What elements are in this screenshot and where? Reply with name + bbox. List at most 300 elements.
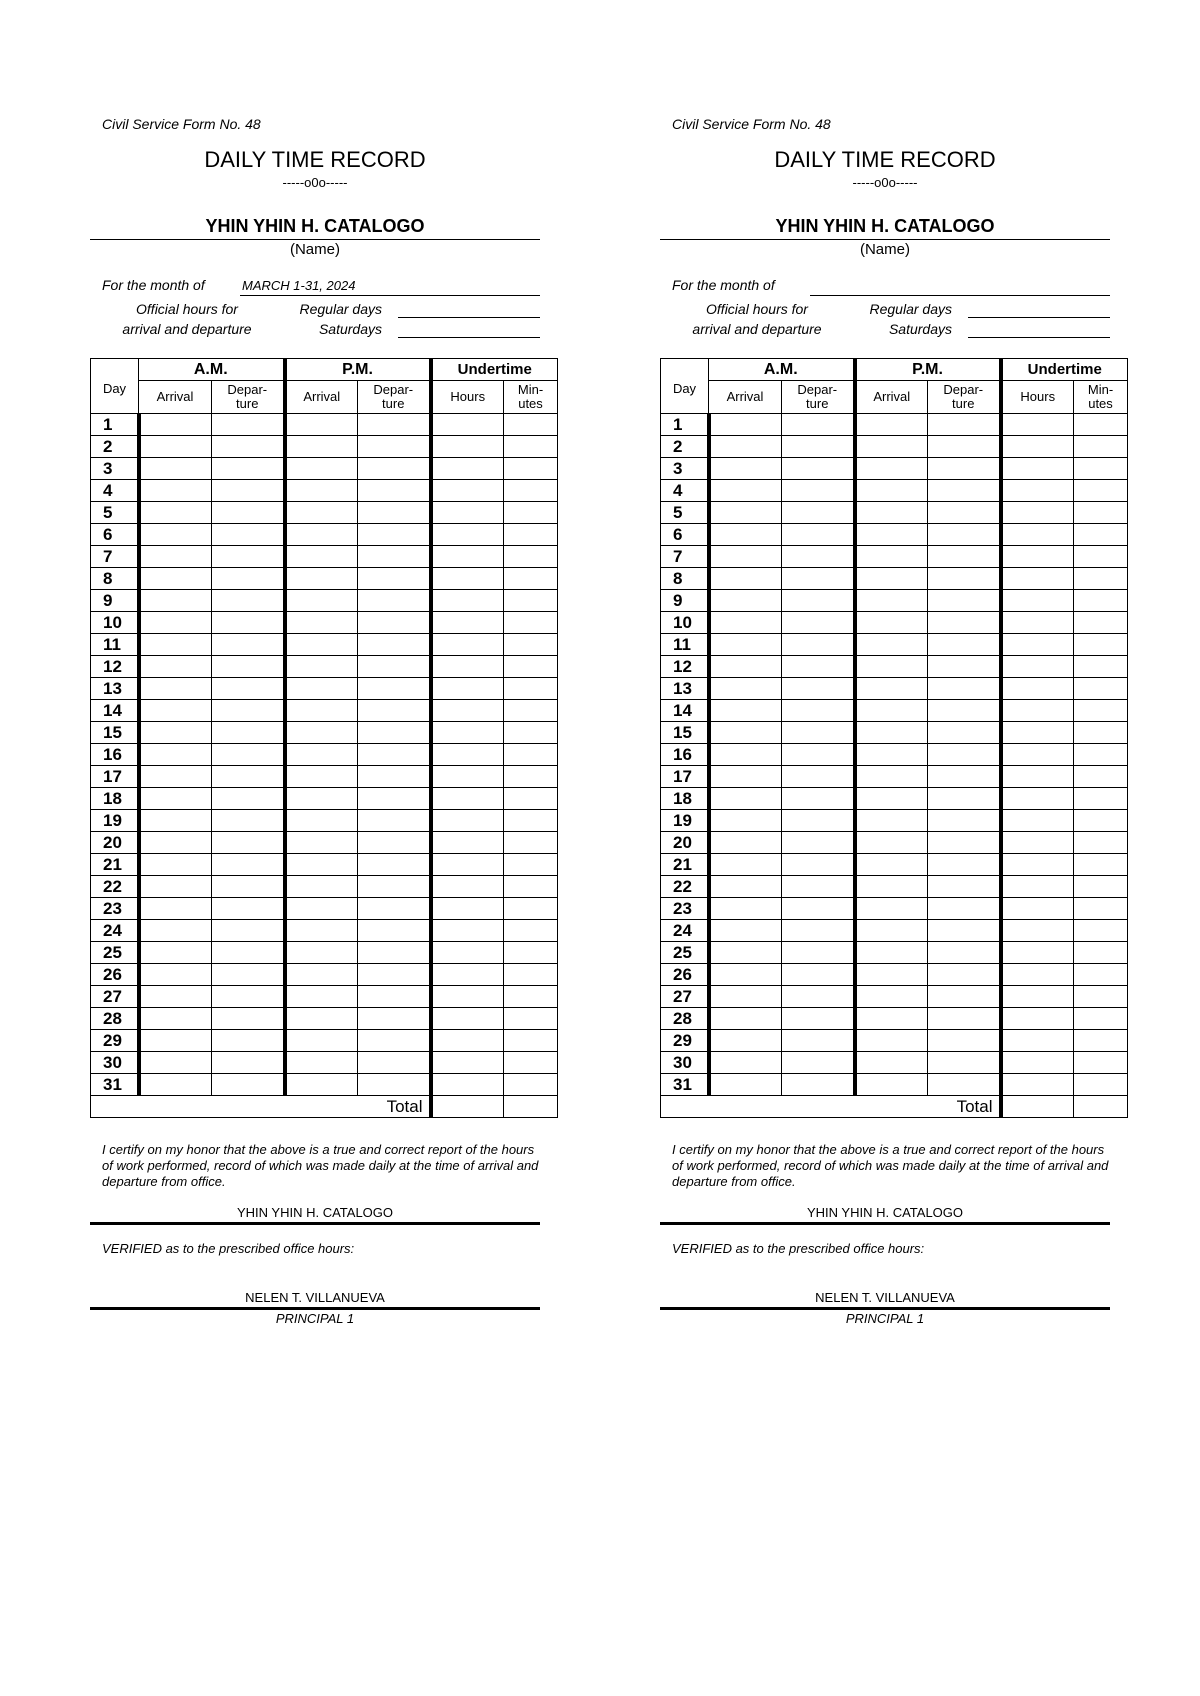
undertime-minutes-cell[interactable] [1074,414,1128,436]
undertime-hours-cell[interactable] [1001,700,1074,722]
pm-arrival-cell[interactable] [285,590,358,612]
undertime-hours-cell[interactable] [431,810,504,832]
pm-arrival-cell[interactable] [285,920,358,942]
undertime-minutes-cell[interactable] [1074,1052,1128,1074]
am-arrival-cell[interactable] [139,436,212,458]
undertime-hours-cell[interactable] [1001,920,1074,942]
pm-departure-cell[interactable] [928,1030,1001,1052]
pm-arrival-cell[interactable] [285,722,358,744]
undertime-hours-cell[interactable] [1001,502,1074,524]
am-departure-cell[interactable] [212,766,285,788]
undertime-hours-cell[interactable] [1001,788,1074,810]
pm-arrival-cell[interactable] [855,546,928,568]
undertime-minutes-cell[interactable] [504,986,558,1008]
am-arrival-cell[interactable] [709,1030,782,1052]
pm-departure-cell[interactable] [928,744,1001,766]
undertime-minutes-cell[interactable] [1074,964,1128,986]
undertime-minutes-cell[interactable] [504,810,558,832]
undertime-hours-cell[interactable] [1001,678,1074,700]
am-departure-cell[interactable] [782,502,855,524]
undertime-hours-cell[interactable] [1001,964,1074,986]
pm-departure-cell[interactable] [358,964,431,986]
am-departure-cell[interactable] [212,1074,285,1096]
am-departure-cell[interactable] [212,1052,285,1074]
pm-departure-cell[interactable] [928,942,1001,964]
undertime-hours-cell[interactable] [431,964,504,986]
pm-departure-cell[interactable] [928,898,1001,920]
undertime-minutes-cell[interactable] [1074,920,1128,942]
pm-arrival-cell[interactable] [855,920,928,942]
undertime-hours-cell[interactable] [431,502,504,524]
am-arrival-cell[interactable] [709,832,782,854]
undertime-minutes-cell[interactable] [1074,1008,1128,1030]
undertime-hours-cell[interactable] [431,942,504,964]
undertime-hours-cell[interactable] [1001,524,1074,546]
am-arrival-cell[interactable] [709,568,782,590]
am-departure-cell[interactable] [212,678,285,700]
am-departure-cell[interactable] [782,920,855,942]
undertime-minutes-cell[interactable] [504,832,558,854]
undertime-minutes-cell[interactable] [504,414,558,436]
undertime-hours-cell[interactable] [431,744,504,766]
pm-arrival-cell[interactable] [855,722,928,744]
am-arrival-cell[interactable] [139,1052,212,1074]
undertime-minutes-cell[interactable] [504,744,558,766]
undertime-minutes-cell[interactable] [1074,524,1128,546]
undertime-minutes-cell[interactable] [1074,436,1128,458]
pm-arrival-cell[interactable] [285,854,358,876]
undertime-minutes-cell[interactable] [504,920,558,942]
am-departure-cell[interactable] [782,722,855,744]
pm-arrival-cell[interactable] [285,612,358,634]
pm-arrival-cell[interactable] [285,1052,358,1074]
pm-arrival-cell[interactable] [285,1030,358,1052]
undertime-minutes-cell[interactable] [504,502,558,524]
am-arrival-cell[interactable] [709,656,782,678]
pm-departure-cell[interactable] [928,920,1001,942]
undertime-minutes-cell[interactable] [1074,744,1128,766]
am-departure-cell[interactable] [782,1030,855,1052]
undertime-hours-cell[interactable] [431,920,504,942]
am-departure-cell[interactable] [782,832,855,854]
undertime-hours-cell[interactable] [431,766,504,788]
pm-arrival-cell[interactable] [855,414,928,436]
am-arrival-cell[interactable] [709,766,782,788]
am-arrival-cell[interactable] [709,964,782,986]
undertime-hours-cell[interactable] [431,524,504,546]
undertime-hours-cell[interactable] [1001,436,1074,458]
undertime-minutes-cell[interactable] [504,1052,558,1074]
undertime-minutes-cell[interactable] [1074,700,1128,722]
pm-departure-cell[interactable] [358,854,431,876]
undertime-hours-cell[interactable] [431,546,504,568]
pm-arrival-cell[interactable] [855,832,928,854]
pm-departure-cell[interactable] [928,964,1001,986]
am-arrival-cell[interactable] [139,1008,212,1030]
am-departure-cell[interactable] [782,678,855,700]
am-arrival-cell[interactable] [709,920,782,942]
pm-arrival-cell[interactable] [285,1074,358,1096]
undertime-hours-cell[interactable] [1001,1052,1074,1074]
am-departure-cell[interactable] [782,1052,855,1074]
am-departure-cell[interactable] [782,568,855,590]
am-departure-cell[interactable] [782,612,855,634]
am-departure-cell[interactable] [212,700,285,722]
undertime-minutes-cell[interactable] [1074,854,1128,876]
am-arrival-cell[interactable] [139,810,212,832]
pm-departure-cell[interactable] [928,1008,1001,1030]
pm-departure-cell[interactable] [928,986,1001,1008]
pm-arrival-cell[interactable] [855,612,928,634]
undertime-minutes-cell[interactable] [504,876,558,898]
undertime-hours-cell[interactable] [1001,634,1074,656]
undertime-minutes-cell[interactable] [504,722,558,744]
pm-departure-cell[interactable] [358,480,431,502]
pm-arrival-cell[interactable] [855,634,928,656]
undertime-hours-cell[interactable] [1001,546,1074,568]
pm-arrival-cell[interactable] [855,656,928,678]
am-arrival-cell[interactable] [139,986,212,1008]
pm-departure-cell[interactable] [928,876,1001,898]
am-arrival-cell[interactable] [709,612,782,634]
am-arrival-cell[interactable] [709,524,782,546]
am-departure-cell[interactable] [212,832,285,854]
saturdays-field[interactable] [398,337,540,338]
pm-arrival-cell[interactable] [285,964,358,986]
undertime-hours-cell[interactable] [431,1052,504,1074]
pm-arrival-cell[interactable] [855,1008,928,1030]
am-arrival-cell[interactable] [139,458,212,480]
pm-departure-cell[interactable] [358,414,431,436]
pm-arrival-cell[interactable] [855,480,928,502]
total-hours-cell[interactable] [431,1096,504,1118]
pm-departure-cell[interactable] [358,744,431,766]
pm-departure-cell[interactable] [358,1030,431,1052]
pm-departure-cell[interactable] [928,568,1001,590]
undertime-hours-cell[interactable] [1001,458,1074,480]
undertime-minutes-cell[interactable] [504,480,558,502]
pm-departure-cell[interactable] [928,436,1001,458]
undertime-hours-cell[interactable] [431,876,504,898]
am-arrival-cell[interactable] [139,744,212,766]
undertime-minutes-cell[interactable] [1074,722,1128,744]
pm-arrival-cell[interactable] [855,1030,928,1052]
pm-departure-cell[interactable] [358,876,431,898]
pm-arrival-cell[interactable] [855,1052,928,1074]
pm-departure-cell[interactable] [358,766,431,788]
undertime-minutes-cell[interactable] [504,788,558,810]
pm-arrival-cell[interactable] [285,942,358,964]
am-departure-cell[interactable] [212,964,285,986]
pm-arrival-cell[interactable] [285,898,358,920]
undertime-minutes-cell[interactable] [1074,458,1128,480]
undertime-minutes-cell[interactable] [1074,656,1128,678]
undertime-hours-cell[interactable] [1001,854,1074,876]
am-arrival-cell[interactable] [139,524,212,546]
undertime-minutes-cell[interactable] [1074,876,1128,898]
pm-departure-cell[interactable] [358,942,431,964]
pm-arrival-cell[interactable] [855,766,928,788]
pm-departure-cell[interactable] [358,722,431,744]
pm-arrival-cell[interactable] [285,700,358,722]
pm-arrival-cell[interactable] [855,986,928,1008]
am-departure-cell[interactable] [212,1030,285,1052]
am-arrival-cell[interactable] [709,634,782,656]
saturdays-field[interactable] [968,337,1110,338]
undertime-minutes-cell[interactable] [504,854,558,876]
am-arrival-cell[interactable] [139,414,212,436]
pm-arrival-cell[interactable] [855,524,928,546]
am-arrival-cell[interactable] [139,634,212,656]
pm-departure-cell[interactable] [928,766,1001,788]
pm-arrival-cell[interactable] [285,524,358,546]
pm-departure-cell[interactable] [928,678,1001,700]
undertime-hours-cell[interactable] [1001,480,1074,502]
am-arrival-cell[interactable] [139,546,212,568]
am-departure-cell[interactable] [212,920,285,942]
undertime-hours-cell[interactable] [431,634,504,656]
pm-departure-cell[interactable] [358,436,431,458]
pm-departure-cell[interactable] [928,1052,1001,1074]
pm-arrival-cell[interactable] [855,1074,928,1096]
pm-departure-cell[interactable] [928,480,1001,502]
pm-arrival-cell[interactable] [855,700,928,722]
am-arrival-cell[interactable] [139,964,212,986]
pm-arrival-cell[interactable] [285,546,358,568]
am-departure-cell[interactable] [782,1074,855,1096]
undertime-minutes-cell[interactable] [1074,832,1128,854]
pm-departure-cell[interactable] [358,986,431,1008]
undertime-minutes-cell[interactable] [504,590,558,612]
pm-departure-cell[interactable] [358,656,431,678]
undertime-hours-cell[interactable] [431,436,504,458]
am-arrival-cell[interactable] [139,832,212,854]
am-arrival-cell[interactable] [709,678,782,700]
pm-arrival-cell[interactable] [855,590,928,612]
am-arrival-cell[interactable] [139,700,212,722]
pm-arrival-cell[interactable] [855,854,928,876]
am-arrival-cell[interactable] [709,942,782,964]
pm-arrival-cell[interactable] [855,876,928,898]
am-arrival-cell[interactable] [709,810,782,832]
undertime-minutes-cell[interactable] [1074,788,1128,810]
undertime-hours-cell[interactable] [1001,1008,1074,1030]
pm-departure-cell[interactable] [358,1052,431,1074]
am-arrival-cell[interactable] [709,898,782,920]
pm-arrival-cell[interactable] [855,810,928,832]
pm-departure-cell[interactable] [358,810,431,832]
undertime-minutes-cell[interactable] [1074,898,1128,920]
pm-departure-cell[interactable] [928,612,1001,634]
regular-days-field[interactable] [968,317,1110,318]
undertime-minutes-cell[interactable] [1074,568,1128,590]
pm-arrival-cell[interactable] [855,458,928,480]
undertime-hours-cell[interactable] [431,458,504,480]
pm-arrival-cell[interactable] [285,656,358,678]
undertime-minutes-cell[interactable] [504,612,558,634]
am-arrival-cell[interactable] [709,876,782,898]
undertime-hours-cell[interactable] [431,480,504,502]
undertime-hours-cell[interactable] [431,788,504,810]
pm-departure-cell[interactable] [928,1074,1001,1096]
am-departure-cell[interactable] [782,986,855,1008]
pm-arrival-cell[interactable] [285,766,358,788]
undertime-hours-cell[interactable] [1001,1030,1074,1052]
undertime-minutes-cell[interactable] [1074,766,1128,788]
am-departure-cell[interactable] [782,942,855,964]
am-departure-cell[interactable] [212,436,285,458]
am-departure-cell[interactable] [782,546,855,568]
am-departure-cell[interactable] [212,986,285,1008]
undertime-minutes-cell[interactable] [1074,986,1128,1008]
pm-arrival-cell[interactable] [855,502,928,524]
am-arrival-cell[interactable] [709,458,782,480]
undertime-hours-cell[interactable] [431,568,504,590]
am-departure-cell[interactable] [782,766,855,788]
pm-departure-cell[interactable] [358,568,431,590]
pm-departure-cell[interactable] [928,634,1001,656]
am-arrival-cell[interactable] [139,1030,212,1052]
pm-arrival-cell[interactable] [855,744,928,766]
undertime-minutes-cell[interactable] [504,942,558,964]
undertime-minutes-cell[interactable] [504,568,558,590]
pm-departure-cell[interactable] [358,1074,431,1096]
am-arrival-cell[interactable] [139,722,212,744]
am-departure-cell[interactable] [782,436,855,458]
am-departure-cell[interactable] [782,876,855,898]
undertime-minutes-cell[interactable] [1074,546,1128,568]
am-arrival-cell[interactable] [709,788,782,810]
undertime-hours-cell[interactable] [1001,942,1074,964]
undertime-hours-cell[interactable] [1001,590,1074,612]
total-hours-cell[interactable] [1001,1096,1074,1118]
undertime-hours-cell[interactable] [431,1008,504,1030]
am-departure-cell[interactable] [782,458,855,480]
am-departure-cell[interactable] [212,502,285,524]
am-arrival-cell[interactable] [139,876,212,898]
pm-departure-cell[interactable] [928,832,1001,854]
undertime-hours-cell[interactable] [1001,898,1074,920]
pm-arrival-cell[interactable] [855,898,928,920]
undertime-hours-cell[interactable] [1001,612,1074,634]
total-minutes-cell[interactable] [504,1096,558,1118]
pm-arrival-cell[interactable] [855,942,928,964]
am-arrival-cell[interactable] [709,1052,782,1074]
pm-arrival-cell[interactable] [285,986,358,1008]
am-arrival-cell[interactable] [139,766,212,788]
pm-departure-cell[interactable] [358,524,431,546]
am-arrival-cell[interactable] [709,502,782,524]
am-arrival-cell[interactable] [139,568,212,590]
undertime-minutes-cell[interactable] [1074,1074,1128,1096]
am-departure-cell[interactable] [212,634,285,656]
undertime-hours-cell[interactable] [1001,810,1074,832]
am-departure-cell[interactable] [782,656,855,678]
am-departure-cell[interactable] [212,942,285,964]
undertime-minutes-cell[interactable] [1074,678,1128,700]
am-departure-cell[interactable] [782,634,855,656]
pm-arrival-cell[interactable] [285,810,358,832]
am-departure-cell[interactable] [782,788,855,810]
undertime-minutes-cell[interactable] [504,436,558,458]
month-field[interactable]: MARCH 1-31, 2024 [240,278,540,296]
undertime-hours-cell[interactable] [1001,744,1074,766]
am-arrival-cell[interactable] [709,744,782,766]
pm-departure-cell[interactable] [358,590,431,612]
undertime-hours-cell[interactable] [431,1030,504,1052]
pm-departure-cell[interactable] [358,546,431,568]
am-arrival-cell[interactable] [139,480,212,502]
pm-departure-cell[interactable] [358,678,431,700]
undertime-hours-cell[interactable] [431,656,504,678]
pm-departure-cell[interactable] [358,502,431,524]
undertime-minutes-cell[interactable] [504,1008,558,1030]
am-departure-cell[interactable] [212,898,285,920]
pm-arrival-cell[interactable] [855,788,928,810]
undertime-hours-cell[interactable] [431,832,504,854]
am-arrival-cell[interactable] [709,590,782,612]
am-arrival-cell[interactable] [709,854,782,876]
am-arrival-cell[interactable] [139,656,212,678]
undertime-hours-cell[interactable] [1001,1074,1074,1096]
pm-departure-cell[interactable] [358,788,431,810]
am-departure-cell[interactable] [782,810,855,832]
undertime-minutes-cell[interactable] [1074,1030,1128,1052]
pm-arrival-cell[interactable] [285,480,358,502]
am-departure-cell[interactable] [212,788,285,810]
undertime-hours-cell[interactable] [1001,766,1074,788]
undertime-hours-cell[interactable] [1001,986,1074,1008]
pm-departure-cell[interactable] [358,612,431,634]
am-departure-cell[interactable] [212,590,285,612]
am-arrival-cell[interactable] [139,502,212,524]
pm-arrival-cell[interactable] [285,678,358,700]
pm-departure-cell[interactable] [928,700,1001,722]
pm-departure-cell[interactable] [928,788,1001,810]
pm-departure-cell[interactable] [928,590,1001,612]
undertime-minutes-cell[interactable] [1074,590,1128,612]
pm-arrival-cell[interactable] [285,788,358,810]
pm-departure-cell[interactable] [358,832,431,854]
am-departure-cell[interactable] [212,480,285,502]
am-departure-cell[interactable] [212,810,285,832]
am-arrival-cell[interactable] [709,986,782,1008]
total-minutes-cell[interactable] [1074,1096,1128,1118]
pm-arrival-cell[interactable] [285,568,358,590]
undertime-minutes-cell[interactable] [504,964,558,986]
am-departure-cell[interactable] [782,480,855,502]
pm-departure-cell[interactable] [358,700,431,722]
am-departure-cell[interactable] [212,854,285,876]
undertime-hours-cell[interactable] [1001,568,1074,590]
am-departure-cell[interactable] [782,700,855,722]
pm-departure-cell[interactable] [358,898,431,920]
undertime-hours-cell[interactable] [1001,414,1074,436]
am-arrival-cell[interactable] [139,612,212,634]
am-arrival-cell[interactable] [709,700,782,722]
am-arrival-cell[interactable] [709,722,782,744]
undertime-hours-cell[interactable] [1001,832,1074,854]
am-arrival-cell[interactable] [139,898,212,920]
am-arrival-cell[interactable] [709,436,782,458]
undertime-hours-cell[interactable] [431,1074,504,1096]
undertime-minutes-cell[interactable] [504,700,558,722]
am-arrival-cell[interactable] [709,1074,782,1096]
pm-departure-cell[interactable] [358,920,431,942]
pm-departure-cell[interactable] [358,1008,431,1030]
pm-departure-cell[interactable] [928,656,1001,678]
undertime-minutes-cell[interactable] [504,898,558,920]
